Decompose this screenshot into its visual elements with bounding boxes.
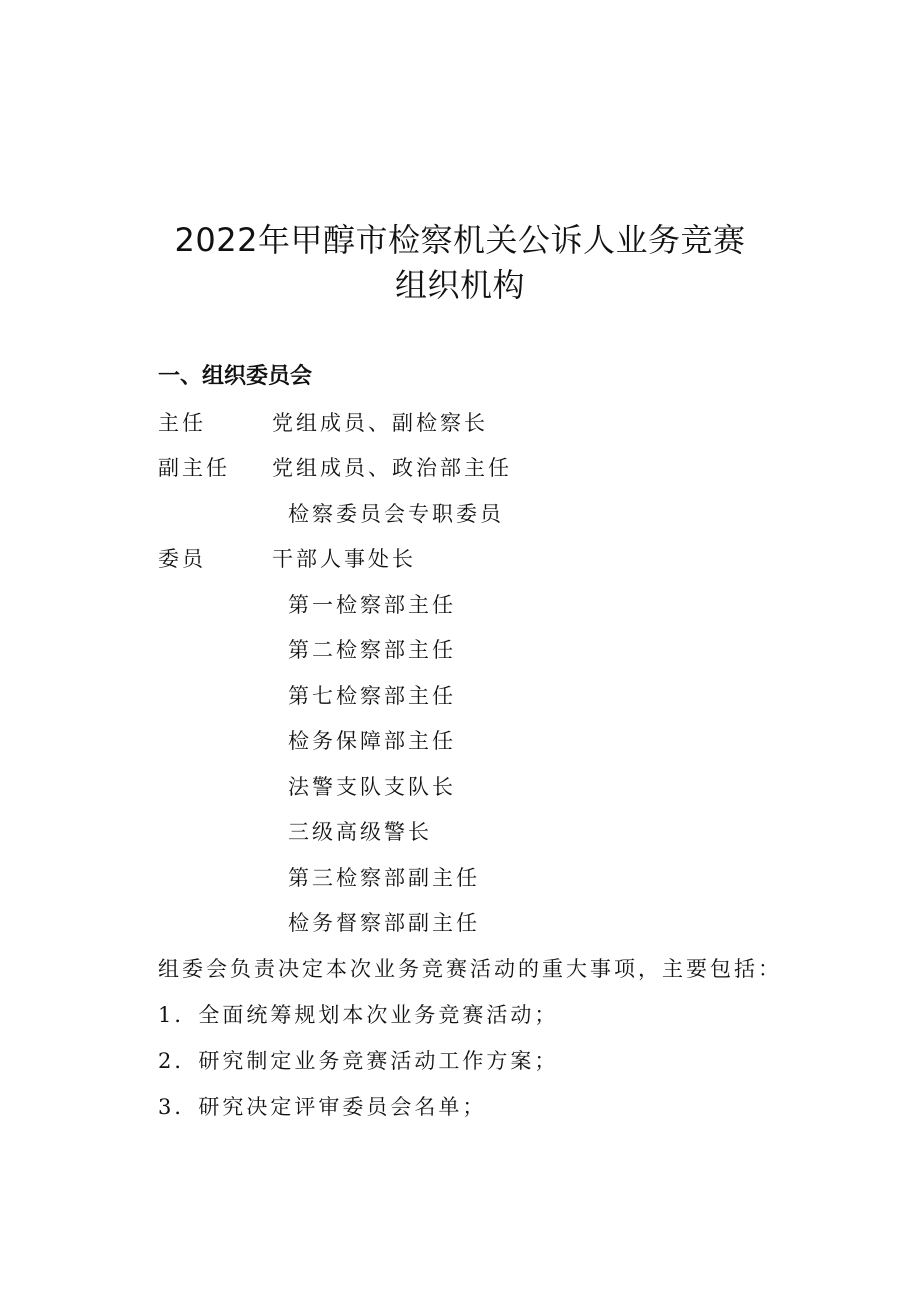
member-director: 党组成员、副检察长 xyxy=(272,411,488,435)
committee-member: 三级高级警长 xyxy=(288,820,432,844)
committee-member: 第一检察部主任 xyxy=(288,593,456,617)
duty-item: 2．研究制定业务竞赛活动工作方案； xyxy=(158,1049,559,1073)
role-label-deputy-director: 副主任 xyxy=(158,456,230,480)
section-heading-organizing-committee: 一、组织委员会 xyxy=(158,364,313,389)
committee-member: 检务督察部副主任 xyxy=(288,911,480,935)
committee-member: 法警支队支队长 xyxy=(288,775,456,799)
duty-item: 1．全面统筹规划本次业务竞赛活动； xyxy=(158,1003,559,1027)
committee-member: 第七检察部主任 xyxy=(288,684,456,708)
committee-member: 干部人事处长 xyxy=(272,547,416,571)
role-label-director: 主任 xyxy=(158,411,206,435)
document-title-line-1: 2022年甲醇市检察机关公诉人业务竞赛 xyxy=(174,221,746,259)
committee-member: 第三检察部副主任 xyxy=(288,866,480,890)
member-deputy-director-1: 党组成员、政治部主任 xyxy=(272,456,512,480)
responsibility-intro: 组委会负责决定本次业务竞赛活动的重大事项，主要包括： xyxy=(158,957,782,981)
role-label-committee-members: 委员 xyxy=(158,547,206,571)
document-title-line-2: 组织机构 xyxy=(394,266,525,304)
member-deputy-director-2: 检察委员会专职委员 xyxy=(288,502,504,526)
committee-member: 检务保障部主任 xyxy=(288,729,456,753)
committee-member: 第二检察部主任 xyxy=(288,638,456,662)
duty-item: 3．研究决定评审委员会名单； xyxy=(158,1095,487,1119)
